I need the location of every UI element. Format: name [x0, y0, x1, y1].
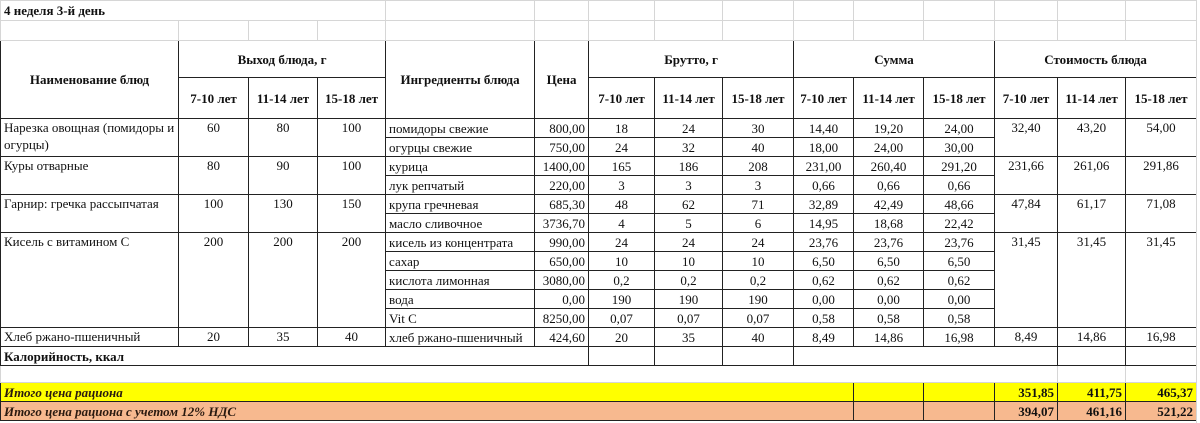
empty-cell[interactable]: [1, 366, 1058, 383]
table-row: [1, 233, 1197, 252]
ingredient-brutto: 24: [589, 233, 655, 252]
ingredient-sum: 18,68: [854, 214, 924, 233]
dish-cost: 32,40: [995, 119, 1058, 157]
table-row: [1, 119, 1197, 138]
ingredient-brutto: 32: [655, 138, 723, 157]
header-age: 11-14 лет: [854, 78, 924, 119]
ingredient-brutto: 10: [723, 252, 794, 271]
header-row-2: [1, 78, 1197, 119]
ingredient-name: хлеб ржано-пшеничный: [386, 328, 535, 347]
ingredient-sum: 23,76: [794, 233, 854, 252]
table-row: [1, 157, 1197, 176]
ingredient-sum: 0,58: [924, 309, 995, 328]
dish-cost: 14,86: [1058, 328, 1126, 347]
ingredient-brutto: 186: [655, 157, 723, 176]
header-age: 11-14 лет: [249, 78, 318, 119]
ingredient-sum: 0,62: [794, 271, 854, 290]
dish-cost: 54,00: [1126, 119, 1197, 157]
header-ingredients: Ингредиенты блюда: [386, 41, 535, 119]
ingredient-sum: 24,00: [924, 119, 995, 138]
ingredient-name: масло сливочное: [386, 214, 535, 233]
ingredient-sum: 6,50: [924, 252, 995, 271]
ingredient-brutto: 3: [589, 176, 655, 195]
header-age: 7-10 лет: [995, 78, 1058, 119]
header-age: 15-18 лет: [318, 78, 386, 119]
dish-cost: 31,45: [995, 233, 1058, 328]
ingredient-price: 8250,00: [535, 309, 589, 328]
ingredient-sum: 14,95: [794, 214, 854, 233]
ingredient-brutto: 48: [589, 195, 655, 214]
empty-cell[interactable]: [854, 1, 924, 21]
calories-value[interactable]: [794, 347, 1058, 366]
ingredient-brutto: 71: [723, 195, 794, 214]
dish-cost: 61,17: [1058, 195, 1126, 233]
calories-value[interactable]: [655, 347, 723, 366]
ingredient-sum: 16,98: [924, 328, 995, 347]
ingredient-sum: 0,00: [794, 290, 854, 309]
ingredient-sum: 260,40: [854, 157, 924, 176]
dish-output: 100: [318, 119, 386, 157]
empty-cell[interactable]: [249, 21, 318, 41]
ingredient-brutto: 6: [723, 214, 794, 233]
ingredient-brutto: 62: [655, 195, 723, 214]
ingredient-price: 3736,70: [535, 214, 589, 233]
dish-output: 80: [249, 119, 318, 157]
dish-output: 90: [249, 157, 318, 195]
header-brutto: Брутто, г: [589, 41, 794, 78]
table-row: [1, 328, 1197, 347]
ingredient-sum: 0,62: [924, 271, 995, 290]
ingredient-price: 650,00: [535, 252, 589, 271]
header-age: 15-18 лет: [723, 78, 794, 119]
total-row-value: 411,75: [1058, 383, 1126, 402]
ingredient-sum: 14,86: [854, 328, 924, 347]
dish-output: 40: [318, 328, 386, 347]
empty-cell[interactable]: [1126, 21, 1197, 41]
ingredient-brutto: 165: [589, 157, 655, 176]
dish-cost: 43,20: [1058, 119, 1126, 157]
calories-row: [1, 347, 1197, 366]
dish-name: Кисель с витамином С: [1, 233, 179, 328]
calories-value[interactable]: [1126, 347, 1197, 366]
total-vat-row-value: 394,07: [995, 402, 1058, 421]
blank-row: [1, 21, 1197, 41]
ingredient-price: 0,00: [535, 290, 589, 309]
header-cost: Стоимость блюда: [995, 41, 1197, 78]
ingredient-brutto: 10: [655, 252, 723, 271]
sheet-title: 4 неделя 3-й день: [1, 1, 386, 21]
header-age: 15-18 лет: [1126, 78, 1197, 119]
ingredient-sum: 231,00: [794, 157, 854, 176]
ingredient-brutto: 40: [723, 138, 794, 157]
dish-cost: 8,49: [995, 328, 1058, 347]
empty-cell[interactable]: [924, 383, 995, 402]
ingredient-price: 800,00: [535, 119, 589, 138]
dish-cost: 291,86: [1126, 157, 1197, 195]
empty-cell[interactable]: [924, 402, 995, 421]
empty-cell[interactable]: [1058, 366, 1126, 383]
empty-cell[interactable]: [655, 1, 723, 21]
dish-output: 100: [179, 195, 249, 233]
header-age: 7-10 лет: [589, 78, 655, 119]
ingredient-brutto: 0,07: [589, 309, 655, 328]
ingredient-brutto: 0,2: [723, 271, 794, 290]
ingredient-sum: 0,58: [794, 309, 854, 328]
empty-cell[interactable]: [723, 1, 794, 21]
empty-cell[interactable]: [655, 21, 723, 41]
empty-cell[interactable]: [386, 21, 535, 41]
total-vat-row: [1, 402, 1197, 421]
ingredient-sum: 6,50: [794, 252, 854, 271]
title-row: [1, 1, 1197, 21]
ingredient-name: сахар: [386, 252, 535, 271]
ingredient-price: 990,00: [535, 233, 589, 252]
empty-cell[interactable]: [995, 21, 1058, 41]
dish-name: Гарнир: гречка рассыпчатая: [1, 195, 179, 233]
total-row-value: 465,37: [1126, 383, 1197, 402]
ingredient-name: крупа гречневая: [386, 195, 535, 214]
ingredient-sum: 14,40: [794, 119, 854, 138]
empty-cell[interactable]: [794, 1, 854, 21]
dish-cost: 47,84: [995, 195, 1058, 233]
ingredient-name: кисель из концентрата: [386, 233, 535, 252]
ingredient-brutto: 3: [723, 176, 794, 195]
ingredient-price: 750,00: [535, 138, 589, 157]
ingredient-brutto: 0,07: [655, 309, 723, 328]
empty-cell[interactable]: [854, 402, 924, 421]
empty-cell[interactable]: [995, 1, 1058, 21]
dish-output: 80: [179, 157, 249, 195]
header-row-1: [1, 41, 1197, 78]
ingredient-sum: 6,50: [854, 252, 924, 271]
calories-value[interactable]: [1058, 347, 1126, 366]
dish-output: 100: [318, 157, 386, 195]
dish-output: 35: [249, 328, 318, 347]
ingredient-price: 1400,00: [535, 157, 589, 176]
ingredient-brutto: 10: [589, 252, 655, 271]
empty-cell[interactable]: [589, 21, 655, 41]
ingredient-brutto: 4: [589, 214, 655, 233]
empty-cell[interactable]: [794, 21, 854, 41]
dish-name: Куры отварные: [1, 157, 179, 195]
total-vat-row-value: 461,16: [1058, 402, 1126, 421]
calories-value[interactable]: [589, 347, 655, 366]
ingredient-brutto: 0,07: [723, 309, 794, 328]
empty-cell[interactable]: [854, 383, 924, 402]
header-age: 15-18 лет: [924, 78, 995, 119]
ingredient-brutto: 0,2: [655, 271, 723, 290]
ingredient-sum: 19,20: [854, 119, 924, 138]
empty-cell[interactable]: [1126, 366, 1197, 383]
dish-output: 130: [249, 195, 318, 233]
empty-cell[interactable]: [854, 21, 924, 41]
ingredient-name: Vit C: [386, 309, 535, 328]
dish-output: 200: [179, 233, 249, 328]
empty-cell[interactable]: [386, 1, 535, 21]
header-age: 11-14 лет: [655, 78, 723, 119]
ingredient-brutto: 208: [723, 157, 794, 176]
dish-cost: 231,66: [995, 157, 1058, 195]
empty-cell[interactable]: [1126, 1, 1197, 21]
ingredient-sum: 0,62: [854, 271, 924, 290]
ingredient-sum: 18,00: [794, 138, 854, 157]
calories-label: Калорийность, ккал: [1, 347, 589, 366]
empty-cell[interactable]: [318, 21, 386, 41]
ingredient-brutto: 35: [655, 328, 723, 347]
empty-cell[interactable]: [535, 1, 589, 21]
ingredient-brutto: 190: [655, 290, 723, 309]
dish-name: Нарезка овощная (помидоры и огурцы): [1, 119, 179, 157]
dish-cost: 71,08: [1126, 195, 1197, 233]
total-row: [1, 383, 1197, 402]
ingredient-sum: 8,49: [794, 328, 854, 347]
ingredient-sum: 291,20: [924, 157, 995, 176]
ingredient-brutto: 0,2: [589, 271, 655, 290]
dish-cost: 31,45: [1126, 233, 1197, 328]
ingredient-sum: 22,42: [924, 214, 995, 233]
ingredient-brutto: 20: [589, 328, 655, 347]
table-row: [1, 195, 1197, 214]
header-age: 7-10 лет: [179, 78, 249, 119]
dish-cost: 31,45: [1058, 233, 1126, 328]
ingredient-brutto: 30: [723, 119, 794, 138]
dish-output: 60: [179, 119, 249, 157]
ingredient-brutto: 190: [723, 290, 794, 309]
ingredient-sum: 30,00: [924, 138, 995, 157]
ingredient-brutto: 5: [655, 214, 723, 233]
ingredient-sum: 0,00: [854, 290, 924, 309]
ingredient-sum: 0,66: [924, 176, 995, 195]
empty-cell[interactable]: [723, 21, 794, 41]
dish-output: 200: [318, 233, 386, 328]
empty-cell[interactable]: [589, 1, 655, 21]
empty-cell[interactable]: [179, 21, 249, 41]
ingredient-brutto: 24: [723, 233, 794, 252]
header-age: 11-14 лет: [1058, 78, 1126, 119]
ingredient-brutto: 18: [589, 119, 655, 138]
ingredient-name: курица: [386, 157, 535, 176]
total-row-value: 351,85: [995, 383, 1058, 402]
ingredient-brutto: 3: [655, 176, 723, 195]
ingredient-price: 220,00: [535, 176, 589, 195]
ingredient-brutto: 24: [589, 138, 655, 157]
ingredient-name: помидоры свежие: [386, 119, 535, 138]
ingredient-sum: 0,66: [794, 176, 854, 195]
dish-output: 200: [249, 233, 318, 328]
dish-cost: 16,98: [1126, 328, 1197, 347]
ingredient-sum: 23,76: [924, 233, 995, 252]
ingredient-sum: 0,00: [924, 290, 995, 309]
ingredient-price: 424,60: [535, 328, 589, 347]
ingredient-name: лук репчатый: [386, 176, 535, 195]
ingredient-name: вода: [386, 290, 535, 309]
dish-name: Хлеб ржано-пшеничный: [1, 328, 179, 347]
total-vat-row-value: 521,22: [1126, 402, 1197, 421]
blank-row: [1, 366, 1197, 383]
header-output: Выход блюда, г: [179, 41, 386, 78]
ingredient-sum: 0,58: [854, 309, 924, 328]
dish-cost: 261,06: [1058, 157, 1126, 195]
empty-cell[interactable]: [924, 21, 995, 41]
ingredient-sum: 24,00: [854, 138, 924, 157]
ingredient-price: 3080,00: [535, 271, 589, 290]
empty-cell[interactable]: [1, 21, 179, 41]
ingredient-name: огурцы свежие: [386, 138, 535, 157]
header-price: Цена: [535, 41, 589, 119]
total-vat-row-label: Итого цена рациона с учетом 12% НДС: [1, 402, 854, 421]
calories-value[interactable]: [723, 347, 794, 366]
ingredient-price: 685,30: [535, 195, 589, 214]
empty-cell[interactable]: [1058, 21, 1126, 41]
ingredient-sum: 48,66: [924, 195, 995, 214]
ingredient-name: кислота лимонная: [386, 271, 535, 290]
ingredient-sum: 32,89: [794, 195, 854, 214]
empty-cell[interactable]: [924, 1, 995, 21]
sheet-gridline: [1196, 0, 1200, 423]
empty-cell[interactable]: [535, 21, 589, 41]
ingredient-brutto: 40: [723, 328, 794, 347]
ingredient-brutto: 190: [589, 290, 655, 309]
header-age: 7-10 лет: [794, 78, 854, 119]
header-dish: Наименование блюд: [1, 41, 179, 119]
total-row-label: Итого цена рациона: [1, 383, 854, 402]
ingredient-sum: 0,66: [854, 176, 924, 195]
dish-output: 150: [318, 195, 386, 233]
dish-output: 20: [179, 328, 249, 347]
ingredient-sum: 42,49: [854, 195, 924, 214]
empty-cell[interactable]: [1058, 1, 1126, 21]
ingredient-brutto: 24: [655, 119, 723, 138]
header-sum: Сумма: [794, 41, 995, 78]
ingredient-sum: 23,76: [854, 233, 924, 252]
ingredient-brutto: 24: [655, 233, 723, 252]
